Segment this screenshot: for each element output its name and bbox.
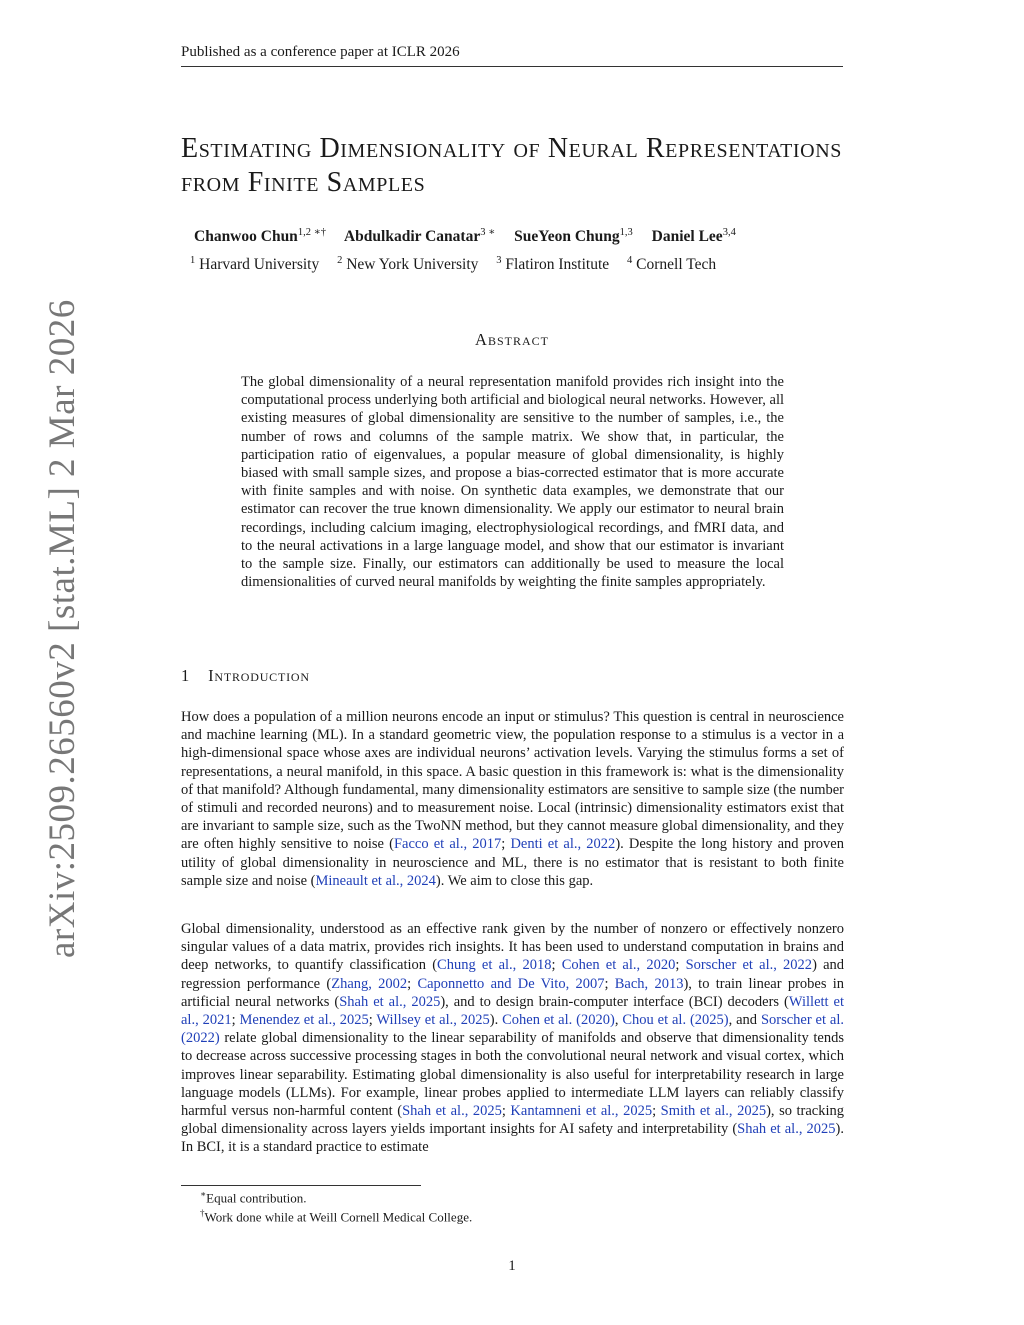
citation-link[interactable]: Menendez et al., 2025 — [239, 1012, 369, 1029]
citation-link[interactable]: Willsey et al., 2025 — [376, 1012, 490, 1029]
affiliation-mark: 3 — [496, 255, 502, 266]
author-marks: 1,3 — [619, 227, 633, 238]
paragraph-text: ; — [551, 957, 562, 974]
affiliation — [337, 256, 478, 273]
paragraph-text: ), and to design brain-computer interface (BCI) decoders ( — [440, 993, 789, 1010]
author — [652, 228, 736, 245]
citation-link[interactable]: Shah et al., 2025 — [402, 1103, 502, 1120]
paragraph-text: ; — [604, 975, 615, 992]
section-number: 1 — [181, 666, 191, 685]
citation-link[interactable]: Shah et al., 2025 — [737, 1121, 836, 1138]
paragraph-text: ; — [675, 957, 686, 974]
affiliation-name: Harvard University — [199, 256, 320, 274]
footnote — [200, 1208, 472, 1225]
affiliation — [190, 256, 319, 273]
paragraph-text: Global dimensionality, understood as an effective rank given by the number of nonzero or effectively nonzero singular values of a data matrix, provides rich insights. It has been used to understand computation in brains and deep networks, to quantify classification ( — [181, 921, 844, 974]
footnote-text: Equal contribution. — [206, 1190, 307, 1206]
paragraph-text: ; — [407, 975, 418, 992]
author-name: SueYeon Chung — [514, 228, 620, 246]
footnote — [200, 1189, 307, 1206]
intro-paragraph-2 — [181, 920, 844, 1157]
author — [514, 228, 633, 245]
affiliation-name: New York University — [346, 256, 479, 274]
page-number: 1 — [508, 1258, 516, 1274]
author-marks: 1,2 ∗† — [297, 227, 326, 238]
citation-link[interactable]: Zhang, 2002 — [331, 975, 408, 992]
paragraph-text: ). — [489, 1012, 503, 1029]
paragraph-text: ; — [501, 1103, 511, 1120]
arxiv-identifier: arXiv:2509.26560v2 [stat.ML] 2 Mar 2026 — [42, 299, 83, 958]
citation-link[interactable]: Mineault et al., 2024 — [315, 872, 436, 889]
affiliation-name: Flatiron Institute — [505, 256, 610, 274]
affiliation-mark: 2 — [337, 255, 343, 266]
citation-link[interactable]: Bach, 2013 — [614, 975, 684, 992]
paragraph-text: relate global dimensionality to the linear separability of manifolds and observe that dimensionality tends to decrease across successive processing stages in both the convolutional neural network and visual cortex, which improves linear separability. Estimating global dimensionality is also useful for interpretability research in large language models (LLMs). For example, linear probes applied to intermediate LLM layers can reliably classify harmful versus non-harmful content ( — [181, 1030, 844, 1120]
affiliation — [627, 256, 716, 273]
footnote-mark: ∗ — [200, 1189, 207, 1199]
paragraph-text: ; — [652, 1103, 661, 1120]
intro-paragraph-1 — [181, 708, 844, 890]
section-heading — [181, 666, 681, 686]
affiliation-mark: 4 — [627, 255, 633, 266]
affiliation — [496, 256, 609, 273]
paragraph-text: ; — [501, 836, 511, 853]
author-marks: 3 ∗ — [480, 227, 496, 238]
author-name: Daniel Lee — [651, 228, 723, 246]
paragraph-text: ). In BCI, it is a standard practice to estimate — [181, 1121, 844, 1156]
citation-link[interactable]: Chou et al. (2025) — [622, 1012, 729, 1029]
abstract-heading: Abstract — [475, 330, 549, 349]
paragraph-text: , and — [728, 1012, 761, 1029]
running-header: Published as a conference paper at ICLR 2026 — [181, 44, 843, 67]
citation-link[interactable]: Willett et al., 2021 — [181, 993, 844, 1029]
affiliation-name: Cornell Tech — [636, 256, 717, 274]
paragraph-text: ), to train linear probes in artificial neural networks ( — [181, 975, 845, 1010]
author — [344, 228, 495, 245]
footnote-rule — [181, 1185, 421, 1186]
citation-link[interactable]: Kantamneni et al., 2025 — [510, 1103, 653, 1120]
paragraph-text: , — [614, 1012, 623, 1029]
paragraph-text: ). Despite the long history and proven utility of global dimensionality in neuroscience and ML, there is no estimator that is resistant to both finite sample size and noise ( — [181, 836, 844, 889]
citation-link[interactable]: Caponnetto and De Vito, 2007 — [417, 975, 605, 992]
citation-link[interactable]: Sorscher et al., 2022 — [685, 957, 813, 974]
citation-link[interactable]: Cohen et al. (2020) — [502, 1012, 615, 1029]
footnote-mark: † — [200, 1208, 205, 1218]
author-list — [194, 226, 844, 246]
author-name: Chanwoo Chun — [194, 228, 298, 246]
paragraph-text: ). We aim to close this gap. — [435, 872, 594, 889]
paragraph-text: ) and regression performance ( — [181, 957, 845, 992]
citation-link[interactable]: Smith et al., 2025 — [660, 1103, 767, 1120]
footnote-text: Work done while at Weill Cornell Medical College. — [204, 1209, 473, 1225]
citation-link[interactable]: Chung et al., 2018 — [437, 957, 552, 974]
paragraph-text: How does a population of a million neurons encode an input or stimulus? This question is central in neuroscience and machine learning (ML). In a standard geometric view, the population response to a stimulus is a vector in a high-dimensional space whose axes are individual neurons’ activation levels. Varying the stimulus forms a set of representations, a neural manifold, in this space. A basic question in this framework is: what is the dimensionality of that manifold? Although fundamental, many dimensionality estimators are sensitive to sample size (the number of stimuli and recorded neurons) and to measurement noise. Local (intrinsic) dimensionality estimators exist that are invariant to sample size, such as the TwoNN method, but they cannot measure global dimensionality, and they are often highly sensitive to noise ( — [181, 709, 844, 853]
author — [194, 228, 326, 245]
citation-link[interactable]: Sorscher et al. (2022) — [181, 1012, 844, 1047]
citation-link[interactable]: Facco et al., 2017 — [393, 836, 502, 853]
abstract-text: The global dimensionality of a neural representation manifold provides rich insight into the computational process underlying both artificial and biological neural networks. However, all existing measures of global dimensionality are sensitive to the number of samples, i.e., the number of rows and columns of the sample matrix. We show that, in particular, the participation ratio of eigenvalues, a popular measure of global dimensionality, is highly biased with small sample sizes, and propose a bias-corrected estimator that is more accurate with finite samples and with noise. On synthetic data examples, we demonstrate that our estimator can recover the true known dimensionality. We apply our estimator to neural brain recordings, including calcium imaging, electrophysiological recordings, and fMRI data, and to the neural activations in a large language model, and show that our estimator is invariant to the sample size. Finally, our estimators can additionally be used to measure the local dimensionalities of curved neural manifolds by weighting the finite samples appropriately. — [241, 374, 785, 591]
author-marks: 3,4 — [722, 227, 736, 238]
paragraph-text: ; — [368, 1012, 377, 1029]
affiliation-list — [190, 255, 840, 274]
author-name: Abdulkadir Canatar — [343, 228, 481, 246]
paper-title: Estimating Dimensionality of Neural Representations from Finite Samples — [181, 133, 842, 198]
citation-link[interactable]: Cohen et al., 2020 — [561, 957, 676, 974]
citation-link[interactable]: Denti et al., 2022 — [510, 836, 616, 853]
affiliation-mark: 1 — [190, 255, 196, 266]
section-title: Introduction — [208, 666, 310, 685]
paragraph-text: ), so tracking global dimensionality across layers yields important insights for AI safety and interpretability ( — [181, 1103, 844, 1138]
citation-link[interactable]: Shah et al., 2025 — [339, 993, 441, 1010]
paragraph-text: ; — [231, 1012, 240, 1029]
